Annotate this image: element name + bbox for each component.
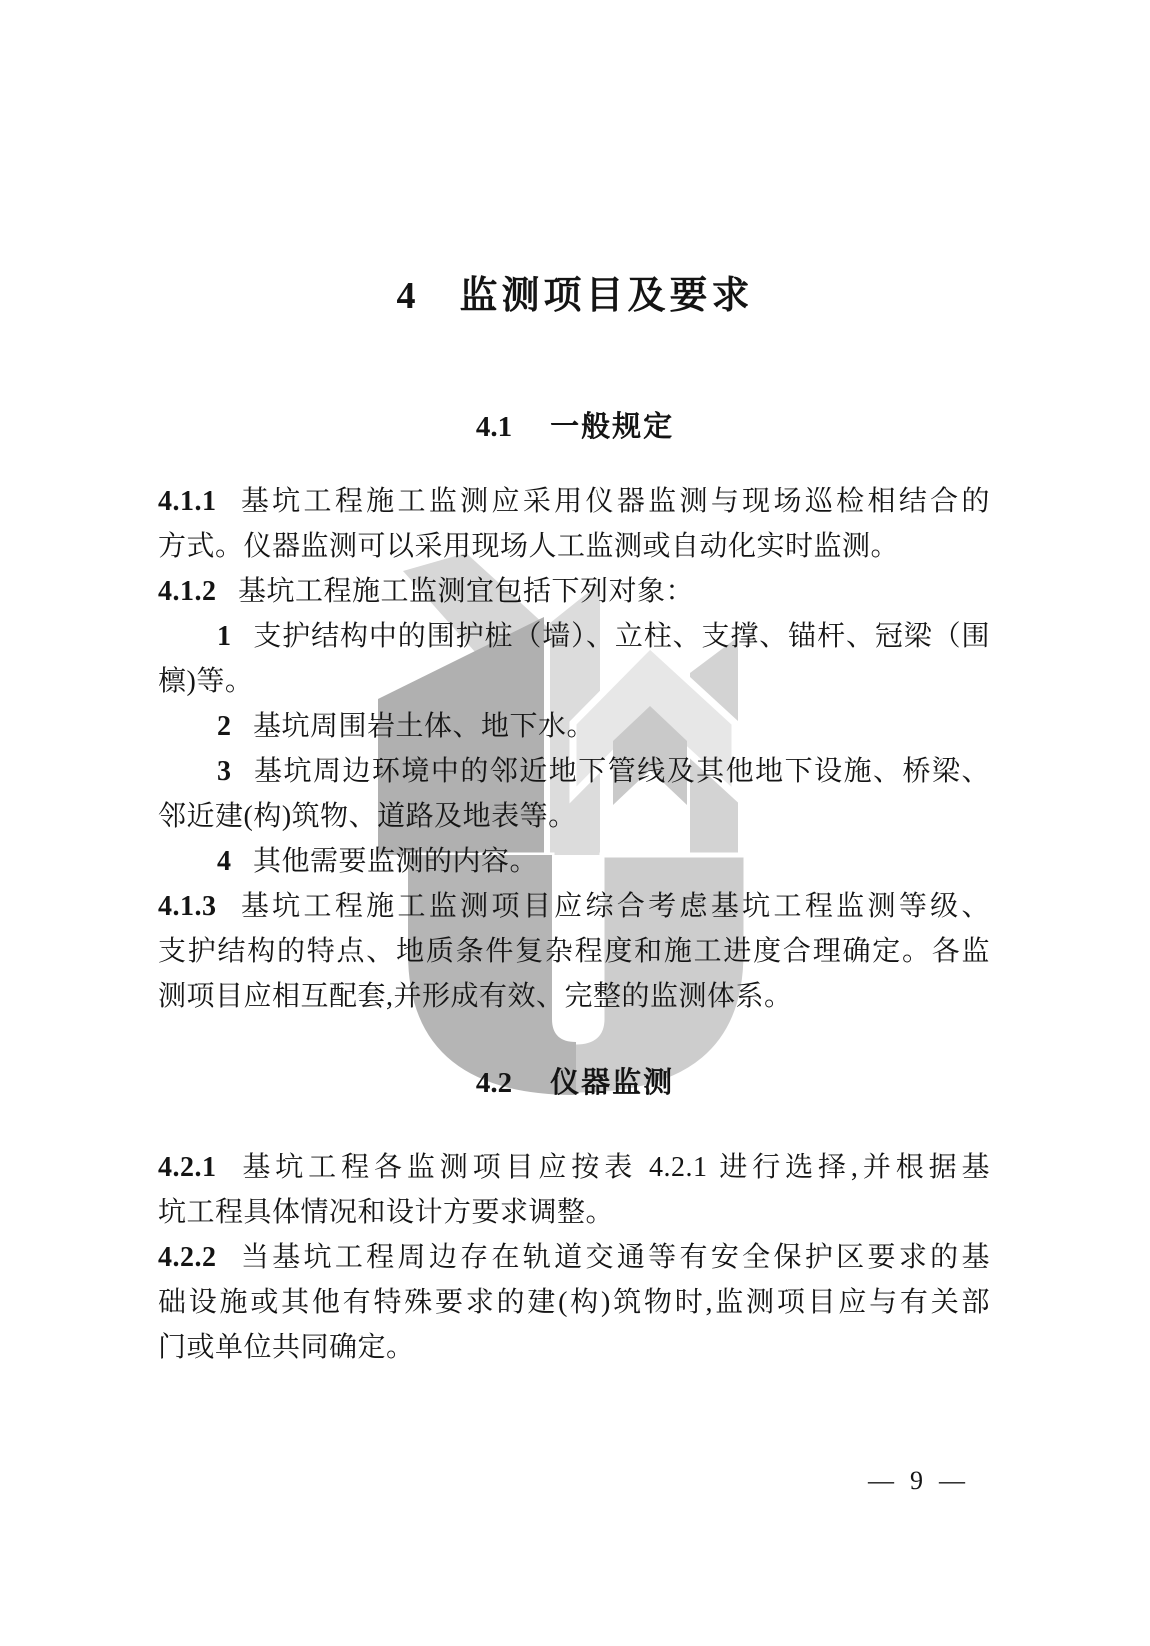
body-line bbox=[158, 884, 990, 929]
chapter-title bbox=[0, 264, 1150, 319]
line-text: 檩)等。 bbox=[158, 666, 254, 697]
clause-number: 4.1.3 bbox=[158, 891, 217, 922]
page-number: 9 bbox=[910, 1466, 923, 1495]
line-text: 基坑周围岩土体、地下水。 bbox=[253, 711, 596, 742]
section-heading-4-1 bbox=[0, 404, 1150, 445]
clause-number: 4.1.2 bbox=[158, 576, 217, 607]
line-text: 其他需要监测的内容。 bbox=[253, 846, 539, 877]
list-number: 2 bbox=[217, 711, 232, 742]
body-line bbox=[158, 1325, 990, 1370]
list-number: 1 bbox=[217, 621, 232, 652]
line-text: 支护结构中的围护桩（墙）、立柱、支撑、锚杆、冠梁（围 bbox=[253, 621, 990, 652]
body-line bbox=[158, 524, 990, 569]
line-text: 门或单位共同确定。 bbox=[158, 1332, 415, 1363]
line-text: 基坑工程施工监测宜包括下列对象： bbox=[238, 576, 695, 607]
body-block-2 bbox=[158, 1145, 990, 1370]
body-line bbox=[158, 794, 990, 839]
body-line bbox=[158, 569, 990, 614]
body-line bbox=[158, 614, 990, 659]
body-line bbox=[158, 1235, 990, 1280]
body-line bbox=[158, 479, 990, 524]
page-footer bbox=[868, 1466, 965, 1496]
line-text: 当基坑工程周边存在轨道交通等有安全保护区要求的基 bbox=[238, 1242, 990, 1273]
section-heading-4-2 bbox=[0, 1060, 1150, 1101]
footer-dash-left: — bbox=[868, 1466, 894, 1495]
clause-number: 4.1.1 bbox=[158, 486, 217, 517]
body-line bbox=[158, 1145, 990, 1190]
line-text: 基坑工程各监测项目应按表 4.2.1 进行选择,并根据基 bbox=[238, 1152, 990, 1183]
line-text: 坑工程具体情况和设计方要求调整。 bbox=[158, 1197, 615, 1228]
section-title-text: 仪器监测 bbox=[550, 1067, 675, 1099]
line-text: 基坑工程施工监测项目应综合考虑基坑工程监测等级、 bbox=[238, 891, 990, 922]
line-text: 基坑工程施工监测应采用仪器监测与现场巡检相结合的 bbox=[238, 486, 990, 517]
section-title-text: 一般规定 bbox=[550, 411, 675, 443]
body-line bbox=[158, 1280, 990, 1325]
clause-number: 4.2.2 bbox=[158, 1242, 217, 1273]
line-text: 基坑周边环境中的邻近地下管线及其他地下设施、桥梁、 bbox=[253, 756, 990, 787]
section-number: 4.2 bbox=[475, 1067, 513, 1099]
list-number: 4 bbox=[217, 846, 232, 877]
body-line bbox=[158, 749, 990, 794]
list-number: 3 bbox=[217, 756, 232, 787]
clause-number: 4.2.1 bbox=[158, 1152, 217, 1183]
body-line bbox=[158, 974, 990, 1019]
footer-dash-right: — bbox=[939, 1466, 965, 1495]
line-text: 方式。仪器监测可以采用现场人工监测或自动化实时监测。 bbox=[158, 531, 900, 562]
line-text: 测项目应相互配套,并形成有效、完整的监测体系。 bbox=[158, 981, 793, 1012]
body-line bbox=[158, 929, 990, 974]
body-line bbox=[158, 1190, 990, 1235]
body-line bbox=[158, 704, 990, 749]
line-text: 邻近建(构)筑物、道路及地表等。 bbox=[158, 801, 577, 832]
chapter-title-text: 监测项目及要求 bbox=[459, 275, 754, 317]
body-line bbox=[158, 839, 990, 884]
section-number: 4.1 bbox=[475, 411, 513, 443]
line-text: 础设施或其他有特殊要求的建(构)筑物时,监测项目应与有关部 bbox=[158, 1287, 990, 1318]
line-text: 支护结构的特点、地质条件复杂程度和施工进度合理确定。各监 bbox=[158, 936, 990, 967]
body-block-1 bbox=[158, 479, 990, 1019]
body-line bbox=[158, 659, 990, 704]
chapter-number: 4 bbox=[396, 275, 416, 317]
